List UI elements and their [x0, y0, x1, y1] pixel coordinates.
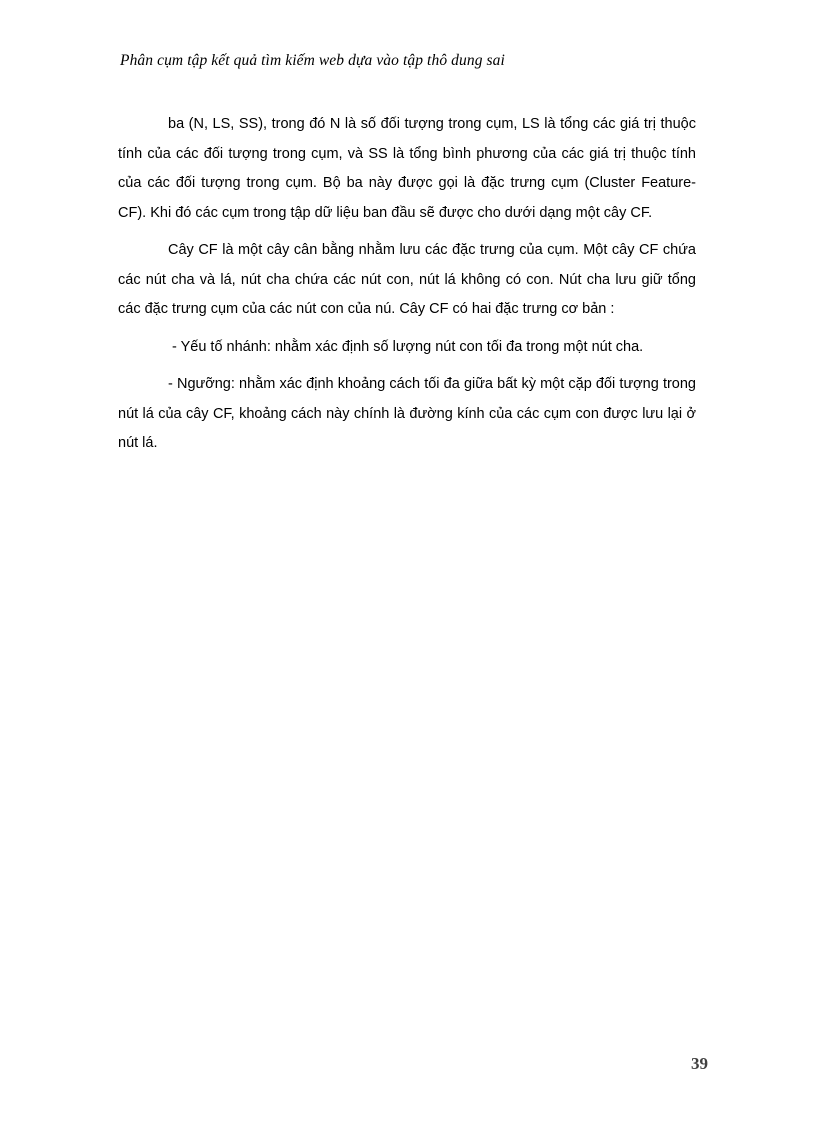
paragraph-branching-factor: - Yếu tố nhánh: nhằm xác định số lượng nút con tối đa trong một nút cha.	[172, 338, 644, 355]
paragraph-threshold: - Ngưỡng: nhằm xác định khoảng cách tối đa giữa bất kỳ một cặp đối tượng trong nút lá của cây CF, khoảng cách này chính là đường kính của các cụm con được lưu lại ở nút lá.	[118, 376, 696, 451]
paragraph-cf-tree: Cây CF là một cây cân bằng nhằm lưu các đặc trưng của cụm. Một cây CF chứa các nút cha và lá, nút cha chứa các nút con, nút lá không có con. Nút cha lưu giữ tổng các đặc trưng cụm của các nút con của nú. Cây CF có hai đặc trưng cơ bản :	[118, 242, 696, 317]
page-number: 39	[691, 1054, 708, 1073]
paragraph-cf-triple: ba (N, LS, SS), trong đó N là số đối tượng trong cụm, LS là tổng các giá trị thuộc tính của các đối tượng trong cụm, và SS là tổng bình phương của các giá trị thuộc tính của các đối tượng trong cụm. Bộ ba này được gọi là đặc trưng cụm (Cluster Feature- CF). Khi đó các cụm trong tập dữ liệu ban đầu sẽ được cho dưới dạng một cây CF.	[118, 116, 696, 221]
body-text	[118, 110, 696, 459]
running-header: Phân cụm tập kết quả tìm kiếm web dựa vào tập thô dung sai	[120, 52, 505, 69]
